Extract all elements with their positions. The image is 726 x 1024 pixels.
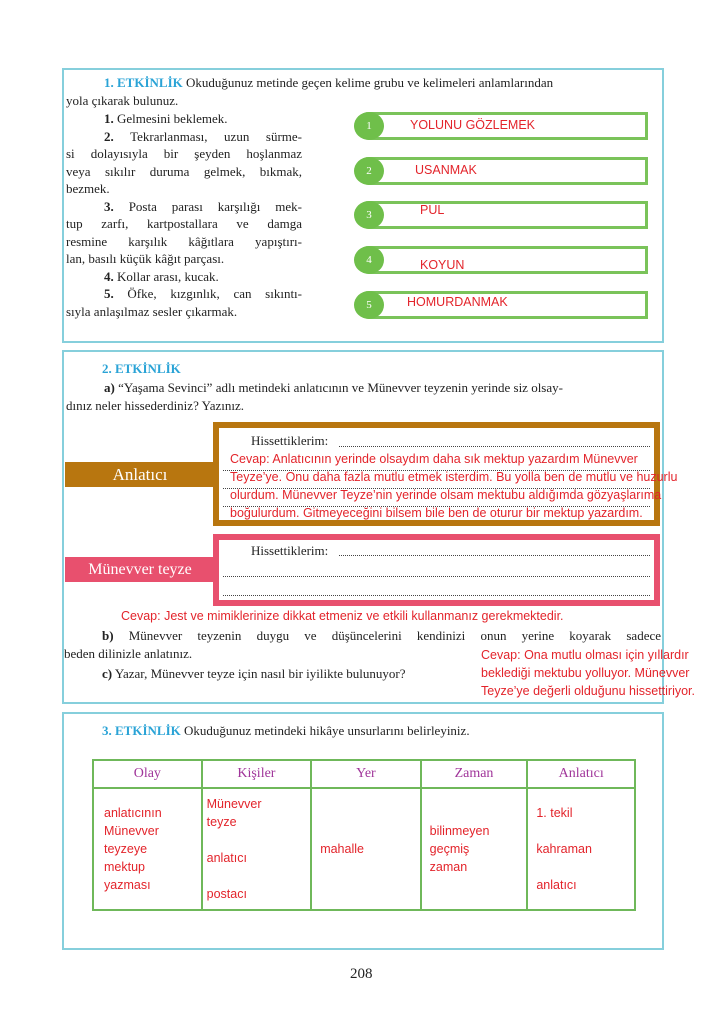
feelings-label: Hissettiklerim:	[251, 433, 329, 448]
cell-line: zaman	[429, 860, 468, 874]
cell-line: anlatıcının	[104, 806, 162, 820]
cell-line: yazması	[104, 878, 151, 892]
answer-field-5[interactable]	[355, 291, 648, 319]
cell-line	[536, 822, 630, 840]
column-header: Anlatıcı	[527, 760, 635, 788]
question-c-text: Yazar, Münevver teyze için nasıl bir iyilikte bulunuyor?	[114, 666, 406, 681]
question-b-text: beden dilinizle anlatınız.	[64, 645, 193, 661]
table-cell	[202, 788, 312, 910]
cell-line	[207, 831, 307, 849]
definition-list	[66, 110, 302, 320]
cell-line: anlatıcı	[206, 851, 247, 865]
activity-1-heading: 1. ETKİNLİK	[104, 75, 183, 90]
answer-text: KOYUN	[420, 258, 465, 272]
answer-text: USANMAK	[415, 163, 477, 177]
cell-line: kahraman	[536, 842, 592, 856]
answer-line: beklediği mektubu yolluyor. Münevver	[481, 666, 690, 680]
narrator-label-bar	[65, 462, 215, 487]
answer-line: boğulurdum. Gitmeyeceğini bilsem bile ben de oturur bir mektup yazardım.	[230, 506, 643, 520]
item-number: 4.	[104, 268, 114, 284]
column-header: Olay	[93, 760, 202, 788]
item-text: Tekrarlanması, uzun sürme-	[130, 128, 302, 144]
number-badge: 5	[354, 291, 384, 319]
item-text: Gelmesini beklemek.	[117, 111, 228, 126]
item-number: 2.	[104, 128, 114, 144]
table-cell	[311, 788, 420, 910]
number-badge: 3	[354, 201, 384, 229]
aunt-feelings-box[interactable]	[213, 534, 660, 606]
table-cell	[421, 788, 528, 910]
answer-line: olurdum. Münevver Teyze’nin yerinde olsam mektubu aldığımda gözyaşlarıma	[230, 488, 662, 502]
aunt-label: Münevver teyze	[88, 561, 192, 578]
cell-line: mahalle	[320, 842, 364, 856]
question-a-text: dınız neler hissederdiniz? Yazınız.	[66, 397, 244, 413]
number-badge: 1	[354, 112, 384, 140]
item-text: lan, basılı küçük kâğıt parçası.	[66, 251, 225, 266]
item-number: 5.	[104, 286, 114, 301]
cell-line: anlatıcı	[536, 878, 577, 892]
answer-field-1[interactable]	[355, 112, 648, 140]
item-text: veya sıkılır duruma gelmek, bıkmak,	[66, 163, 302, 179]
activity-3-heading: 3. ETKİNLİK	[102, 723, 181, 738]
activity-1-instruction	[66, 74, 662, 109]
item-text: Posta parası karşılığı mek-	[128, 198, 303, 214]
question-a-label: a)	[104, 380, 115, 395]
activity-3-instruction: Okuduğunuz metindeki hikâye unsurlarını belirleyiniz.	[184, 723, 470, 738]
item-text: Öfke, kızgınlık, can sıkıntı-	[127, 286, 302, 301]
feelings-label: Hissettiklerim:	[251, 543, 329, 558]
definition-item	[66, 128, 302, 198]
definition-item	[66, 268, 302, 286]
activity-2-heading: 2. ETKİNLİK	[102, 361, 181, 376]
question-b-text: Münevver teyzenin duygu ve düşüncelerini kendinizi onun yerine koyarak sadece	[128, 628, 661, 643]
item-number: 3.	[104, 198, 114, 214]
item-text: resmine karşılık kâğıtlara yapıştırı-	[66, 233, 302, 249]
narrator-label: Anlatıcı	[112, 465, 168, 484]
answer-line: Cevap: Anlatıcının yerinde olsaydım daha sık mektup yazardım Münevver	[230, 452, 638, 466]
item-text: tup zarfı, kartpostallara ve damga	[66, 216, 302, 231]
answer-c-text	[481, 646, 695, 700]
item-text: si dolayısıyla bir şeyden hoşlanmaz	[66, 146, 302, 161]
answer-text: HOMURDANMAK	[407, 295, 508, 309]
column-header: Zaman	[421, 760, 528, 788]
cell-line	[207, 867, 307, 885]
answer-line: Cevap: Ona mutlu olması için yıllardır	[481, 648, 689, 662]
answer-b-text: Cevap: Jest ve mimiklerinize dikkat etmeniz ve etkili kullanmanız gerekmektedir.	[121, 609, 564, 623]
instruction-text: Okuduğunuz metinde geçen kelime grubu ve kelimeleri anlamlarından	[186, 75, 554, 90]
item-number: 1.	[104, 111, 114, 126]
definition-item	[66, 110, 302, 128]
cell-line: postacı	[206, 887, 247, 901]
cell-line	[536, 858, 630, 876]
question-a-text: “Yaşama Sevinci” adlı metindeki anlatıcının ve Münevver teyzenin yerinde siz olsay-	[118, 380, 563, 395]
column-header: Kişiler	[202, 760, 312, 788]
story-elements-table	[92, 759, 636, 911]
cell-line: geçmiş	[429, 842, 470, 856]
definition-item	[66, 198, 302, 268]
number-badge: 2	[354, 157, 384, 185]
item-text: bezmek.	[66, 181, 110, 196]
cell-line: Münevver	[104, 824, 159, 838]
definition-item	[66, 285, 302, 320]
cell-line: bilinmeyen	[429, 824, 490, 838]
table-cell	[527, 788, 635, 910]
answer-text: PUL	[420, 203, 445, 217]
question-c-label: c)	[102, 666, 113, 681]
cell-line: teyze	[206, 815, 237, 829]
page-number: 208	[350, 966, 373, 982]
column-header: Yer	[311, 760, 420, 788]
answer-line: Teyze’ye değerli olduğunu hissettiriyor.	[481, 684, 696, 698]
cell-line: Münevver	[206, 797, 262, 811]
answer-a-text	[230, 450, 677, 522]
instruction-text: yola çıkarak bulunuz.	[66, 92, 179, 108]
answer-line: Teyze’ye. Onu daha fazla mutlu etmek isterdim. Bu yolla ben de mutlu ve huzurlu	[230, 470, 678, 484]
cell-line: mektup	[104, 860, 145, 874]
cell-line: 1. tekil	[536, 806, 573, 820]
answer-text: YOLUNU GÖZLEMEK	[410, 118, 536, 132]
answer-field-3[interactable]	[355, 201, 648, 229]
item-text: sıyla anlaşılmaz sesler çıkarmak.	[66, 303, 238, 319]
item-text: Kollar arası, kucak.	[117, 268, 219, 284]
question-b-label: b)	[102, 628, 114, 643]
cell-line: teyzeye	[104, 842, 148, 856]
aunt-label-bar	[65, 557, 215, 582]
number-badge: 4	[354, 246, 384, 274]
answer-field-4[interactable]	[355, 246, 648, 274]
table-cell	[93, 788, 202, 910]
answer-field-2[interactable]	[355, 157, 648, 185]
